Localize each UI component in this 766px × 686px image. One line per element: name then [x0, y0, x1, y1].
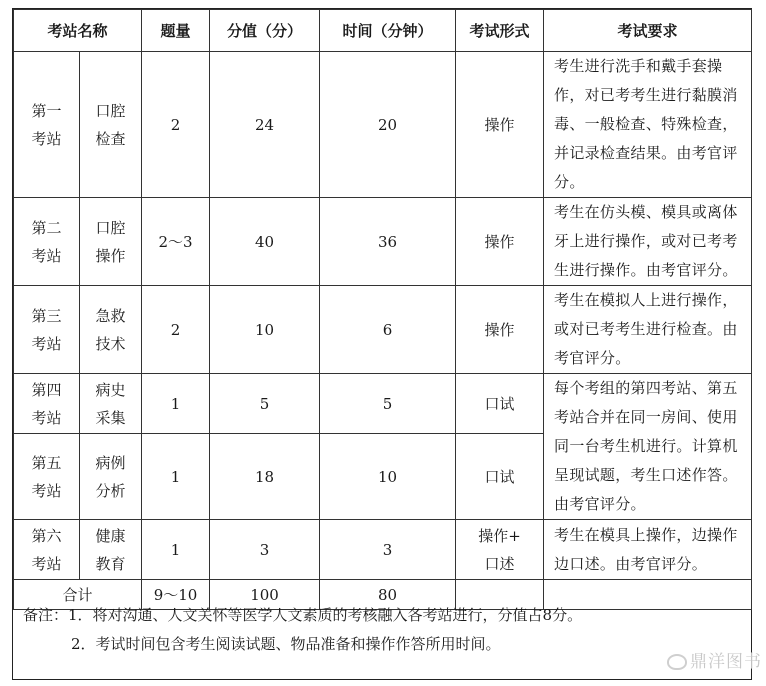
requirement-cell: 考生在仿头模、模具或离体 牙上进行操作，或对已考考 生进行操作。由考官评分。 [544, 198, 752, 286]
table-row [14, 286, 752, 374]
count-cell: 1 [142, 434, 210, 520]
weibo-logo-icon [667, 654, 687, 670]
count-cell: 1 [142, 520, 210, 580]
time-cell: 5 [320, 374, 456, 434]
form-cell: 操作 [456, 286, 544, 374]
header-station-name: 考站名称 [14, 10, 142, 52]
subject-cell: 健康 教育 [80, 520, 142, 580]
requirement-cell: 考生进行洗手和戴手套操 作，对已考考生进行黏膜消 毒、一般检查、特殊检查， 并记录检查结果。由考官评 分。 [544, 52, 752, 198]
watermark [667, 647, 762, 672]
exam-stations-table [13, 9, 752, 610]
watermark-text: 鼎洋图书 [690, 652, 762, 672]
time-cell: 36 [320, 198, 456, 286]
table-row [14, 198, 752, 286]
subject-cell: 急救 技术 [80, 286, 142, 374]
header-requirements: 考试要求 [544, 10, 752, 52]
header-exam-form: 考试形式 [456, 10, 544, 52]
table-row [14, 520, 752, 580]
note-line-2: 2．考试时间包含考生阅读试题、物品准备和操作作答所用时间。 [71, 635, 501, 653]
count-cell: 2 [142, 286, 210, 374]
time-cell: 6 [320, 286, 456, 374]
score-cell: 24 [210, 52, 320, 198]
count-cell: 2～3 [142, 198, 210, 286]
table-row [14, 52, 752, 198]
subject-cell: 病例 分析 [80, 434, 142, 520]
form-cell: 操作 [456, 52, 544, 198]
total-label: 合计 [14, 580, 142, 610]
total-score: 100 [210, 580, 320, 610]
score-cell: 10 [210, 286, 320, 374]
subject-cell: 口腔 检查 [80, 52, 142, 198]
requirement-cell: 考生在模具上操作，边操作 边口述。由考官评分。 [544, 520, 752, 580]
subject-cell: 病史 采集 [80, 374, 142, 434]
note-line-1: 备注：1．将对沟通、人文关怀等医学人文素质的考核融入各考站进行，分值占8分。 [23, 606, 583, 624]
total-time: 80 [320, 580, 456, 610]
time-cell: 3 [320, 520, 456, 580]
header-question-count: 题量 [142, 10, 210, 52]
header-score: 分值（分） [210, 10, 320, 52]
form-cell: 操作+ 口述 [456, 520, 544, 580]
station-cell: 第三 考站 [14, 286, 80, 374]
count-cell: 1 [142, 374, 210, 434]
station-cell: 第二 考站 [14, 198, 80, 286]
form-cell: 口试 [456, 374, 544, 434]
form-cell: 口试 [456, 434, 544, 520]
header-time: 时间（分钟） [320, 10, 456, 52]
station-cell: 第四 考站 [14, 374, 80, 434]
score-cell: 18 [210, 434, 320, 520]
form-cell: 操作 [456, 198, 544, 286]
score-cell: 5 [210, 374, 320, 434]
score-cell: 40 [210, 198, 320, 286]
requirement-cell: 考生在模拟人上进行操作， 或对已考考生进行检查。由 考官评分。 [544, 286, 752, 374]
notes-section [13, 601, 751, 659]
exam-table-sheet [12, 8, 752, 680]
time-cell: 10 [320, 434, 456, 520]
score-cell: 3 [210, 520, 320, 580]
count-cell: 2 [142, 52, 210, 198]
header-row [14, 10, 752, 52]
subject-cell: 口腔 操作 [80, 198, 142, 286]
station-cell: 第六 考站 [14, 520, 80, 580]
station-cell: 第一 考站 [14, 52, 80, 198]
table-row [14, 374, 752, 434]
requirement-cell: 每个考组的第四考站、第五 考站合并在同一房间、使用 同一台考生机进行。计算机 呈现试题，考生口述作答。 由考官评分。 [544, 374, 752, 520]
total-count: 9～10 [142, 580, 210, 610]
time-cell: 20 [320, 52, 456, 198]
station-cell: 第五 考站 [14, 434, 80, 520]
